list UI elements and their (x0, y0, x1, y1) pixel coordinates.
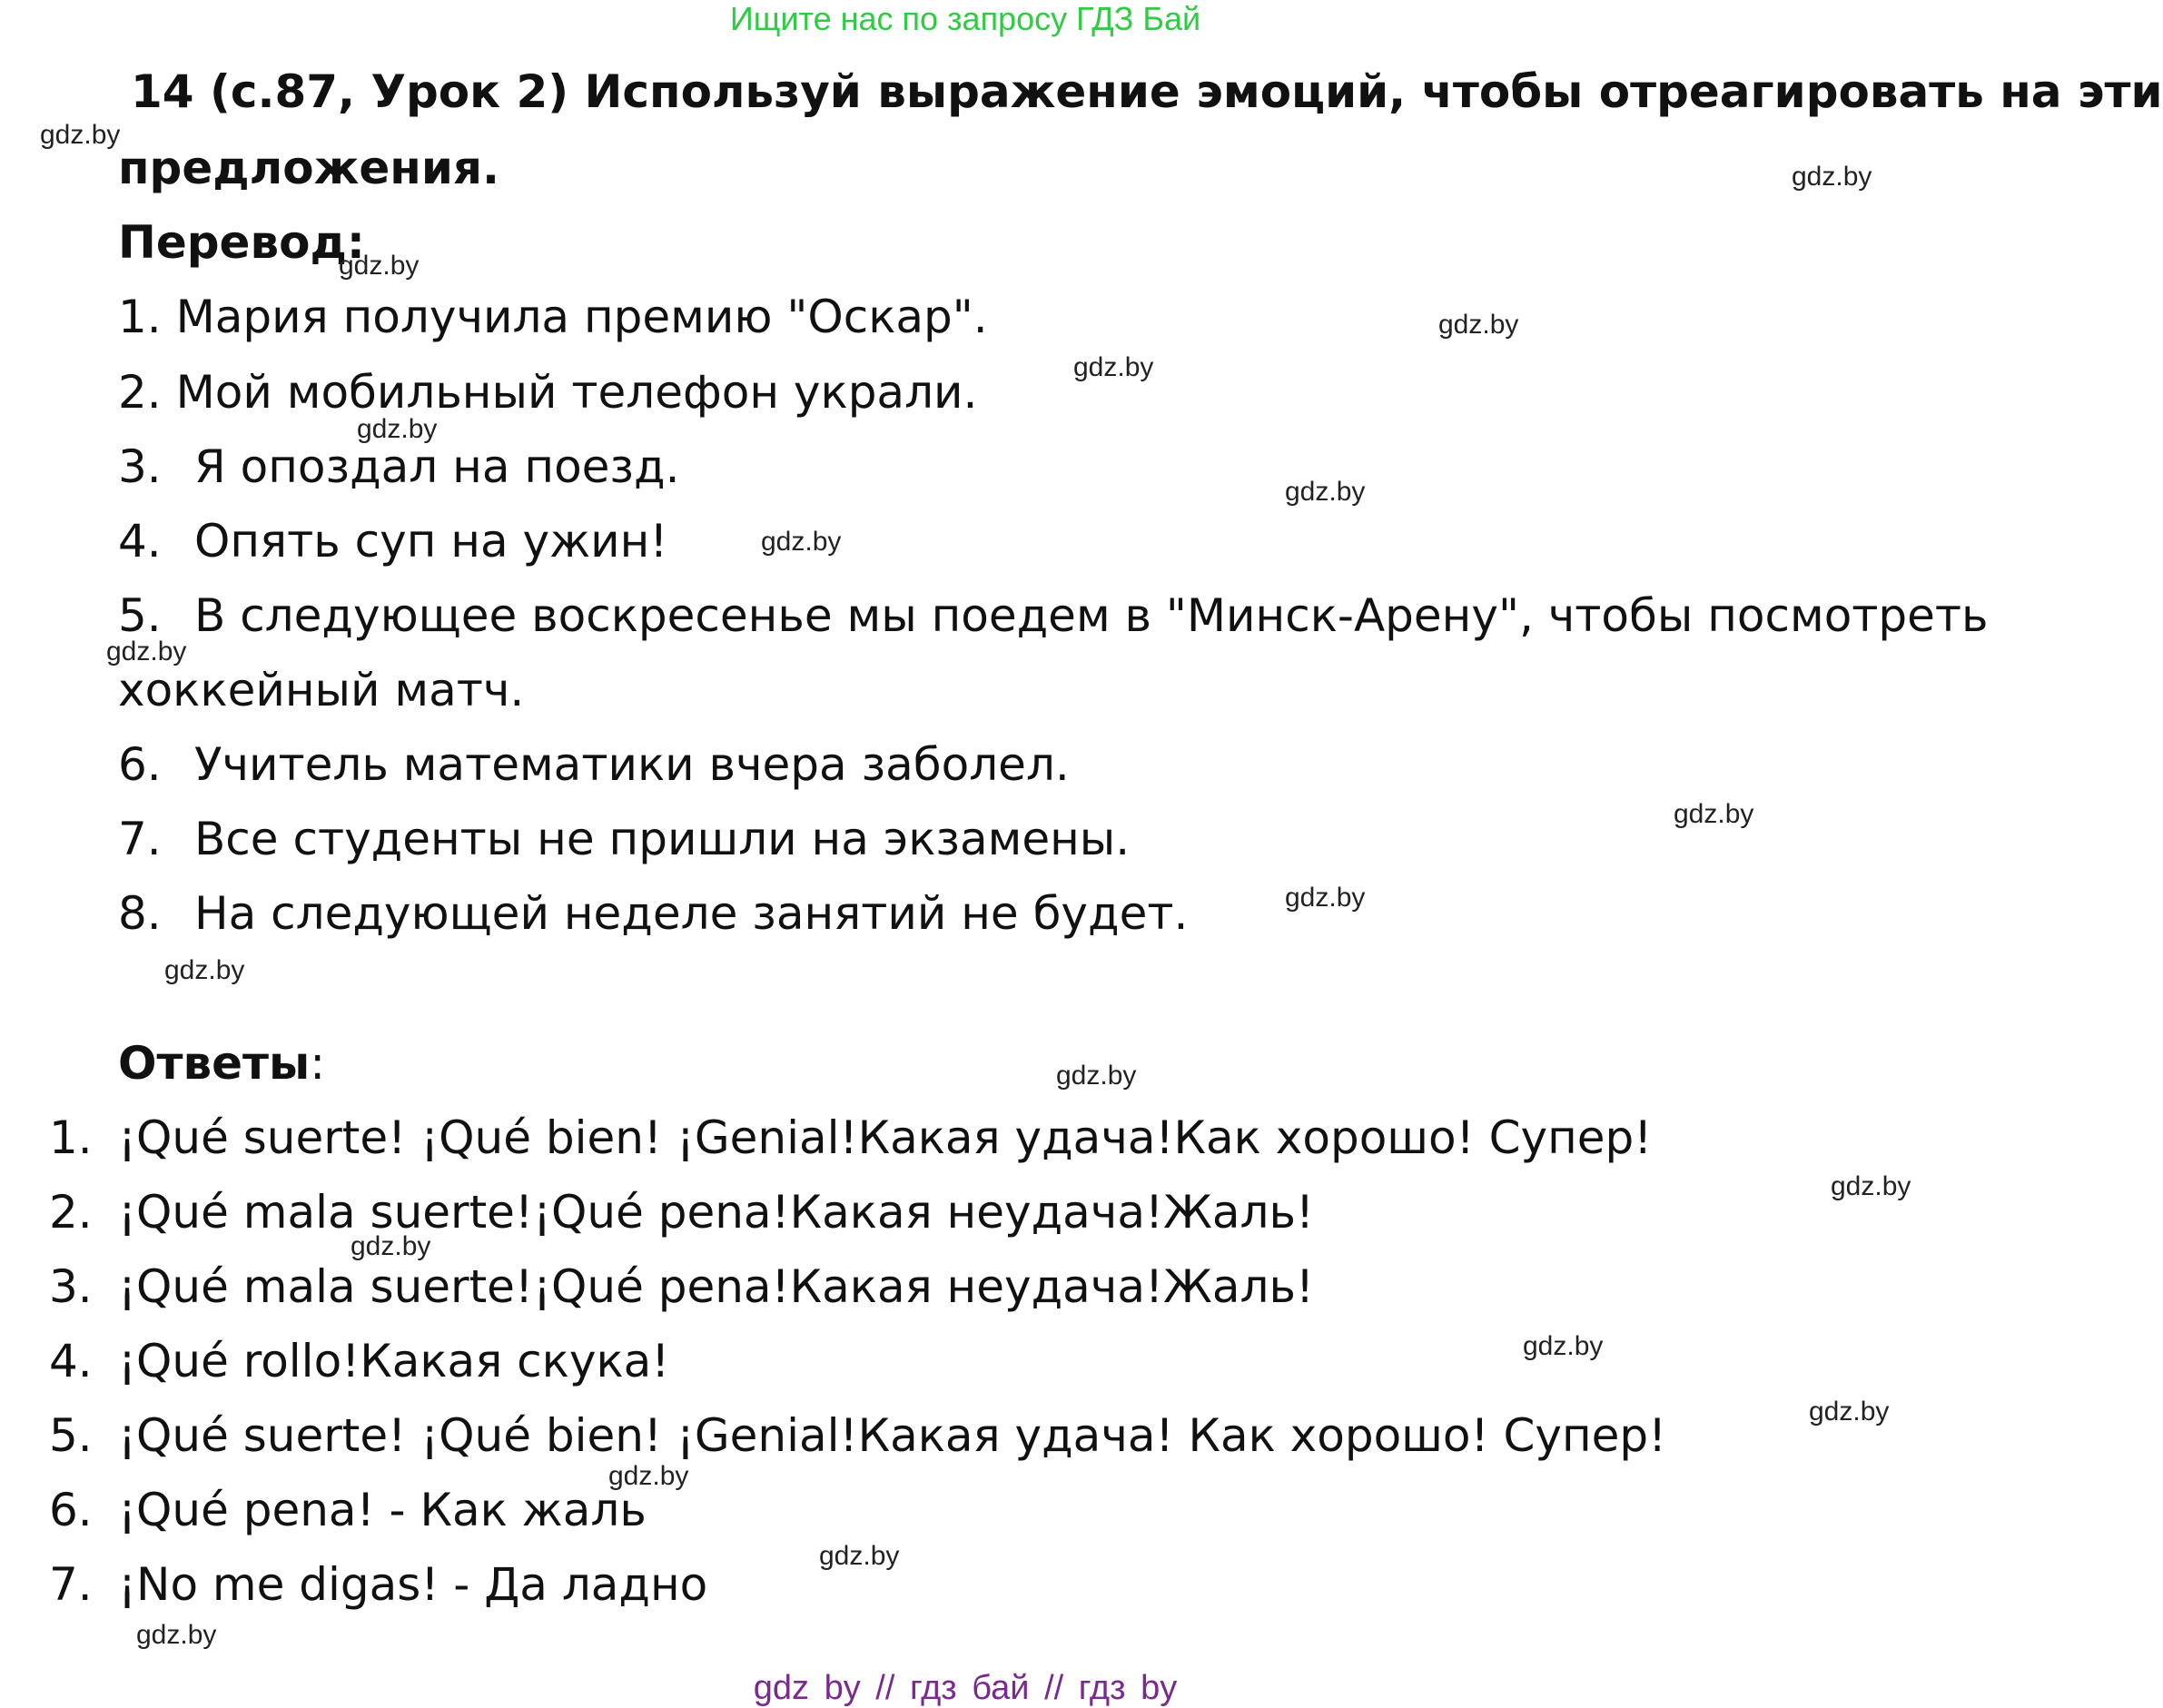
task-title-line2: предложения. (118, 142, 499, 194)
item-number: 7. (49, 1558, 93, 1611)
watermark: gdz.by (1523, 1331, 1604, 1361)
item-text: Опять суп на ужин! (194, 515, 668, 568)
item-text: Мой мобильный телефон украли. (175, 366, 978, 419)
translation-item-4 (118, 515, 667, 568)
item-number: 2. (49, 1186, 93, 1239)
item-number: 1. (118, 291, 162, 343)
watermark: gdz.by (357, 414, 438, 444)
watermark: gdz.by (608, 1461, 689, 1491)
item-text: ¡No me digas! - Да ладно (118, 1558, 708, 1611)
item-text: Мария получила премию "Оскар". (175, 291, 988, 343)
watermark: gdz.by (1438, 310, 1519, 340)
watermark: gdz.by (164, 955, 245, 985)
item-number: 7. (118, 813, 162, 865)
item-number: 5. (118, 589, 162, 642)
answer-item-5 (49, 1409, 1666, 1462)
item-text: ¡Qué mala suerte!¡Qué pena!Какая неудача!Жаль! (118, 1186, 1314, 1239)
translation-item-8 (118, 887, 1188, 940)
answer-item-3 (49, 1260, 1314, 1313)
footer-links: gdz by // гдз бай // гдз by (753, 1669, 1178, 1707)
top-banner: Ищите нас по запросу ГДЗ Бай (729, 0, 1201, 37)
item-text: На следующей неделе занятий не будет. (194, 887, 1189, 940)
translation-item-1 (118, 291, 988, 343)
answers-heading (118, 1037, 325, 1090)
answer-item-1 (49, 1111, 1652, 1164)
watermark: gdz.by (136, 1620, 217, 1650)
item-number: 5. (49, 1409, 93, 1462)
answer-item-7 (49, 1558, 707, 1611)
item-number: 3. (49, 1260, 93, 1313)
translation-item-3 (118, 440, 679, 493)
watermark: gdz.by (1674, 799, 1754, 829)
item-text: В следующее воскресенье мы поедем в "Минск-Арену", чтобы посмотреть (194, 589, 1989, 642)
watermark: gdz.by (1056, 1061, 1137, 1091)
item-text: ¡Qué rollo!Какая скука! (118, 1335, 670, 1387)
watermark: gdz.by (1073, 352, 1154, 382)
task-title-line1: 14 (с.87, Урок 2) Используй выражение эмоций, чтобы отреагировать на эти (131, 65, 2163, 118)
watermark: gdz.by (40, 120, 121, 150)
item-text: ¡Qué suerte! ¡Qué bien! ¡Genial!Какая удача!Как хорошо! Супер! (118, 1111, 1653, 1164)
translation-item-7 (118, 813, 1130, 865)
item-number: 3. (118, 440, 162, 493)
translation-item-5-continued: хоккейный матч. (118, 664, 525, 716)
item-number: 8. (118, 887, 162, 940)
item-text: ¡Qué suerte! ¡Qué bien! ¡Genial!Какая удача! Как хорошо! Супер! (118, 1409, 1667, 1462)
watermark: gdz.by (1792, 162, 1872, 192)
answers-heading-colon: : (310, 1037, 326, 1090)
translation-heading: Перевод: (118, 216, 365, 269)
translation-item-6 (118, 738, 1070, 791)
answers-heading-text: Ответы (118, 1037, 311, 1090)
answer-item-4 (49, 1335, 669, 1387)
watermark: gdz.by (1809, 1397, 1890, 1427)
translation-item-2 (118, 366, 977, 419)
item-number: 1. (49, 1111, 93, 1164)
watermark: gdz.by (106, 637, 187, 666)
item-number: 2. (118, 366, 162, 419)
translation-item-5 (118, 589, 1989, 642)
watermark: gdz.by (351, 1231, 431, 1261)
item-text: Я опоздал на поезд. (194, 440, 680, 493)
answer-item-2 (49, 1186, 1314, 1239)
item-number: 4. (49, 1335, 93, 1387)
item-text: Учитель математики вчера заболел. (194, 738, 1070, 791)
item-text: ¡Qué pena! - Как жаль (118, 1484, 647, 1536)
watermark: gdz.by (819, 1541, 900, 1571)
item-text: Все студенты не пришли на экзамены. (194, 813, 1131, 865)
item-text: ¡Qué mala suerte!¡Qué pena!Какая неудача!Жаль! (118, 1260, 1314, 1313)
answer-item-6 (49, 1484, 647, 1536)
watermark: gdz.by (1831, 1171, 1911, 1201)
item-number: 6. (118, 738, 162, 791)
watermark: gdz.by (761, 527, 842, 557)
item-number: 4. (118, 515, 162, 568)
watermark: gdz.by (1285, 883, 1366, 913)
watermark: gdz.by (339, 251, 420, 281)
watermark: gdz.by (1285, 477, 1366, 507)
item-number: 6. (49, 1484, 93, 1536)
